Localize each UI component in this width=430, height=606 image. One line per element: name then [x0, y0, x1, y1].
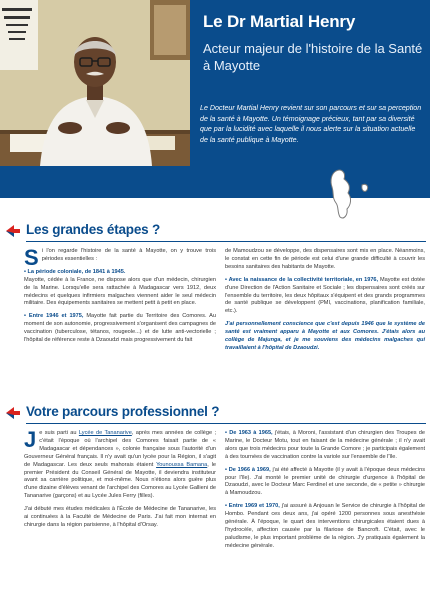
bullet-heading: • La période coloniale, de 1841 à 1945.	[24, 268, 126, 275]
paragraph: Mayotte est dotée d'une Direction de l'Action Sanitaire et Sociale ; les dispensaires sont créés sur l'ensemble du territoire, les deux hôpitaux s'équipent et des grands programmes de santé publique se développent (PMI, vaccinations, planification familiale, etc.).	[225, 276, 425, 315]
paragraph: Mayotte fait partie du Territoire des Comores. Au moment de son autonomie, progressivement s'organisent des campagnes de vaccination (tuberculose, tétanos, rougeole...) et de lutte anti-vectorielle ; l'hôpital de référence reste à Dzaoudzi mais progressivement du fait	[24, 313, 216, 344]
arrow-bullet-icon	[4, 405, 22, 421]
paragraph: , le premier Président du Conseil Général de Mayotte, il deviendra instituteur avant sa carrière politique, et moi-même. Nous n'étions alors guère plus d'une dizaine d'élèves venant de l'archipel des Comores au Lycée Gallieni de Tananarive (garçons) et au Lycée Jules Ferry (filles).	[24, 461, 216, 500]
section2-right-column	[225, 430, 425, 556]
paragraph: J'ai débuté mes études médicales à l'École de Médecine de Tananarive, les ai continuées à la Faculté de Médecine de Paris. J'ai fait mon internat en chirurgie dans la région parisienne, à l'hôpital d'Orsay.	[24, 506, 216, 528]
person-name-link[interactable]: Younoussa Bamana	[156, 461, 208, 468]
paragraph: j'ai assuré à Anjouan le Service de chirurgie à l'hôpital de Hombo. Pendant ces deux ans, j'ai opéré 1200 personnes sous anesthésie générale. À l'époque, le quart des interventions chirurgicales étaient dues à l'hydrocèle, affection causée par la filariose de Bancroft. C'était, avec le paludisme, le plus important problème de la région. J'y pratiquais également la médecine générale.	[225, 503, 426, 549]
mayotte-map-icon	[318, 165, 388, 225]
paragraph: , après mes années de collège ; c'était l'époque où l'archipel des Comores faisait partie de « Madagascar et dépendances », colonie française sous l'autorité d'un Gouverneur Général français. Il n'y avait qu'un lycée pour la Région, il s'agit de Madagascar. Les deux seuls mahorais étaient	[24, 430, 216, 468]
bullet-heading: • Entre 1946 et 1975,	[24, 313, 84, 320]
paragraph: i l'on regarde l'histoire de la santé à Mayotte, on y trouve trois périodes essentielles :	[41, 248, 216, 262]
bullet-heading: • Entre 1969 et 1970,	[225, 503, 280, 510]
section-title: Les grandes étapes ?	[26, 222, 161, 237]
paragraph: e suis parti au	[39, 430, 79, 436]
intro-text: Le Docteur Martial Henry revient sur son parcours et sur sa perception de la santé à Mayotte. Un témoignage précieux, tant par sa diversité que par la lucidité avec laquelle il nous alerte sur la situation actuelle de la santé publique à Mayotte.	[200, 104, 422, 144]
arrow-bullet-icon	[4, 223, 22, 239]
doctor-photo	[0, 0, 190, 166]
page-subtitle: Acteur majeur de l'histoire de la Santé à Mayotte	[203, 41, 423, 73]
paragraph: j'ai été affecté à Mayotte (il y avait à l'époque deux médecins pour l'île). J'ai monté le premier unité de chirurgie d'urgence à l'hôpital de Dzaoudzi, avec le Docteur Marc Ferdinel et une seconde, de « petite » chirurgie à Mamoudzou.	[225, 466, 425, 497]
section2-left-column	[24, 427, 216, 535]
quote: J'ai personnellement conscience que c'est depuis 1946 que le système de santé est vraiment apparu à Mayotte et aux Comores. J'étais alors au collège de Majunga, et je me souviens des médecins malgaches qui travaillaient à l'hôpital de Dzaoudzi.	[225, 321, 425, 351]
paragraph: Mayotte, cédée à la France, ne dispose alors que d'un médecin, chirurgien de la Marine. Lorsqu'elle sera rattachée à Madagascar vers 1912, deux médecins et quelques infirmiers malgaches viennent aider le seul médecin militaire. Des équipements sanitaires se mettent petit à petit en place.	[24, 276, 216, 307]
section-divider	[26, 241, 426, 242]
paragraph: de Mamoudzou se développe, des dispensaires sont mis en place. Néanmoins, le constat en cette fin de période est celui d'une grande difficulté à couvrir les besoins sanitaires des habitants de Mayotte.	[225, 248, 425, 270]
drop-cap: J	[24, 427, 37, 452]
bullet-heading: • De 1963 à 1965,	[225, 430, 273, 436]
section-heading-grandes-etapes	[0, 220, 430, 242]
section-divider	[26, 423, 426, 424]
page-title: Le Dr Martial Henry	[203, 12, 356, 31]
drop-cap: S	[24, 245, 39, 270]
lycee-link[interactable]: Lycée de Tananarive	[78, 430, 132, 436]
bullet-heading: • De 1966 à 1969,	[225, 466, 271, 473]
section-title: Votre parcours professionnel ?	[26, 404, 220, 419]
paragraph: j'étais, à Moroni, l'assistant d'un chirurgien des Troupes de Marine, le Docteur Motu, tout en faisant de la médecine générale ; il n'y avait alors que trois médecins pour toute la Grande Comore ; je participais également à des tournées de vaccination contre la variole sur l'ensemble de l'île.	[225, 430, 425, 460]
section1-right-column	[225, 248, 425, 358]
section1-left-column	[24, 245, 216, 350]
header-banner	[0, 0, 430, 198]
bullet-heading: • Avec la naissance de la collectivité territoriale, en 1976,	[225, 276, 379, 283]
section-heading-parcours	[0, 402, 430, 424]
